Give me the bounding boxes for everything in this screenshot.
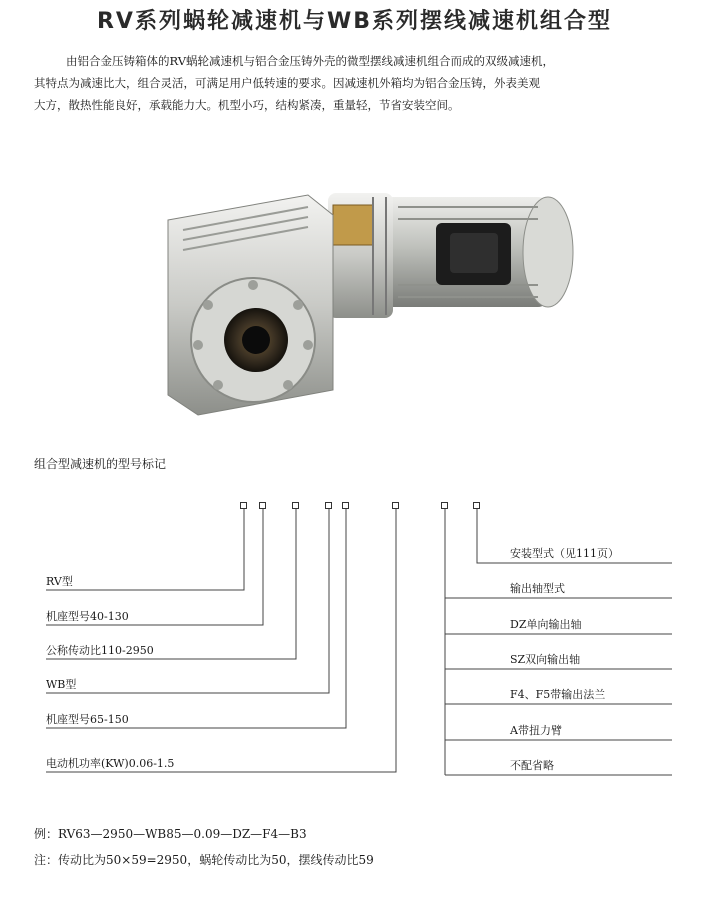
leader-ratio (46, 509, 296, 659)
label-wb-type: WB型 (46, 678, 77, 691)
leader-rv (46, 509, 244, 590)
label-nominal-ratio: 公称传动比110-2950 (46, 644, 154, 657)
label-dz: DZ单向输出轴 (510, 618, 582, 631)
label-motor-power: 电动机功率(KW)0.06-1.5 (46, 757, 175, 770)
label-omit: 不配省略 (510, 759, 554, 772)
page-title: RV系列蜗轮减速机与WB系列摆线减速机组合型 (96, 9, 612, 34)
intro-line: 其特点为减速比大，组合灵活，可满足用户低转速的要求。因减速机外箱均为铝合金压铸，外表美观 (34, 76, 540, 90)
leader-wb (46, 509, 329, 693)
example-line: 例：RV63—2950—WB85—0.09—DZ—F4—B3 (34, 827, 307, 841)
intro-line: 大方，散热性能良好，承载能力大。机型小巧，结构紧凑，重量轻，节省安装空间。 (34, 98, 460, 112)
note-line: 注：传动比为50×59=2950，蜗轮传动比为50，摆线传动比59 (34, 853, 374, 867)
section-heading: 组合型减速机的型号标记 (34, 457, 167, 471)
label-sz: SZ双向输出轴 (510, 653, 581, 666)
label-wb-frame: 机座型号65-150 (46, 713, 129, 726)
label-mounting-type: 安装型式（见111页） (510, 547, 619, 560)
label-rv-type: RV型 (46, 575, 73, 588)
leader-power (46, 509, 396, 772)
label-flange: F4、F5带输出法兰 (510, 688, 606, 701)
label-torque-arm: A带扭力臂 (510, 724, 562, 737)
intro-line: 由铝合金压铸箱体的RV蜗轮减速机与铝合金压铸外壳的微型摆线减速机组合而成的双级减速机， (66, 54, 555, 68)
label-rv-frame: 机座型号40-130 (46, 610, 129, 623)
label-output-shaft-type: 输出轴型式 (510, 582, 565, 595)
